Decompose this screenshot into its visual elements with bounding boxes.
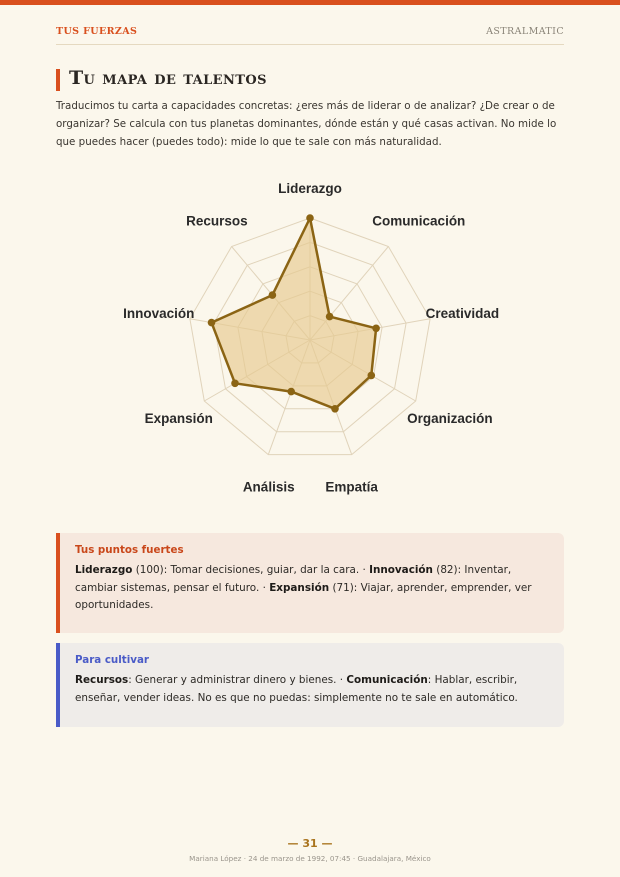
cultivate-desc: : Generar y administrar dinero y bienes. (128, 674, 337, 686)
radar-point (326, 313, 334, 321)
radar-point (368, 372, 376, 380)
strengths-text (75, 562, 550, 615)
radar-axis-label: Organización (407, 411, 493, 426)
radar-point (331, 405, 339, 413)
radar-point (306, 214, 314, 222)
separator: · (359, 564, 370, 576)
page-title: Tu mapa de talentos (69, 67, 267, 89)
strength-score: (100) (135, 564, 164, 576)
page-header (56, 26, 564, 45)
cultivate-accent (56, 643, 60, 727)
cultivate-name: Recursos (75, 674, 129, 686)
intro-paragraph: Traducimos tu carta a capacidades concretas: ¿eres más de liderar o de analizar? ¿De crear o de organizar? Se calcula con tus planetas dominantes, dónde están y qué casas activan. No mide lo que puedes hacer (puedes todo): mide lo que te sale con más naturalidad. (56, 100, 557, 148)
radar-axis-label: Recursos (186, 213, 248, 229)
top-accent-bar (0, 0, 620, 5)
radar-axis-label: Liderazgo (278, 181, 342, 196)
radar-point (372, 325, 380, 333)
strength-name: Liderazgo (75, 564, 133, 576)
strengths-title: Tus puntos fuertes (75, 544, 184, 556)
strengths-box (56, 533, 564, 633)
strengths-accent (56, 533, 60, 633)
strength-desc: : Viajar, aprender, emprender, ver oportunidades. (75, 581, 532, 612)
footer-birth-data: Mariana López · 24 de marzo de 1992, 07:45 · Guadalajara, México (189, 854, 431, 863)
radar-point (269, 291, 277, 299)
radar-axis-label: Empatía (325, 479, 378, 495)
strength-desc: : Tomar decisiones, guiar, dar la cara. (163, 564, 360, 576)
section-label: TUS FUERZAS (56, 26, 138, 37)
separator: · (259, 581, 270, 594)
cultivate-box (56, 643, 564, 727)
strength-score: (71) (332, 581, 354, 594)
strength-name: Innovación (369, 564, 433, 576)
radar-axis-label: Análisis (242, 479, 295, 495)
title-accent (56, 69, 60, 91)
talent-radar-chart (0, 170, 620, 500)
radar-axis-label: Comunicación (372, 213, 466, 229)
separator: · (336, 674, 347, 686)
radar-point (208, 319, 216, 327)
radar-axis-label: Expansión (144, 411, 213, 426)
page-number: — 31 — (287, 837, 333, 850)
cultivate-desc: : Hablar, escribir, enseñar, vender ideas. (75, 674, 518, 704)
radar-point (287, 388, 295, 396)
brand-label: ASTRALMATIC (486, 26, 564, 37)
radar-axis-label: Creatividad (425, 305, 500, 321)
strength-score: (82) (436, 564, 458, 576)
cultivate-note: No es que no puedas: simplemente no te sale en automático. (197, 691, 518, 704)
radar-point (231, 380, 239, 388)
cultivate-name: Comunicación (346, 674, 428, 686)
strength-desc: : Inventar, cambiar sistemas, pensar el futuro. (75, 564, 512, 594)
cultivate-title: Para cultivar (75, 654, 149, 666)
strength-name: Expansión (269, 581, 330, 594)
radar-axis-label: Innovación (123, 305, 195, 321)
cultivate-text (75, 672, 550, 707)
